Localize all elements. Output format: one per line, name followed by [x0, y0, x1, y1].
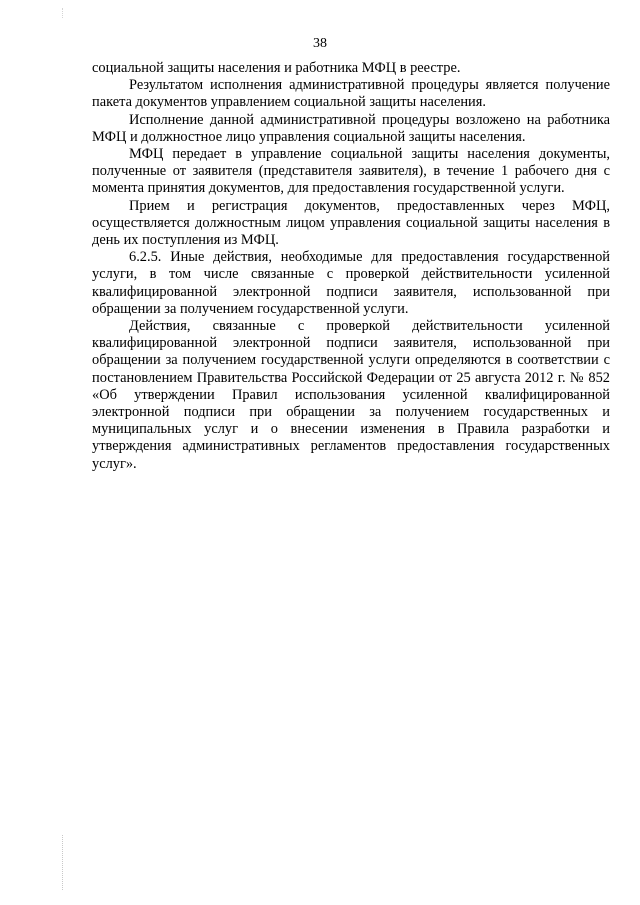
- paragraph-signature-verification: Действия, связанные с проверкой действительности усиленной квалифицированной электронной подписи заявителя, использованной при обращении за получением государственной услуги определяются в соответствии с постановлением Правительства Российской Федерации от 25 августа 2012 г. № 852 «Об утверждении Правил использования усиленной квалифицированной электронной подписи при обращении за получением государственных и муниципальных услуг и о внесении изменения в Правила разработки и утверждения административных регламентов предоставления государственных услуг».: [92, 318, 610, 472]
- scan-artifact-top: [62, 8, 75, 18]
- scan-artifact-bottom: [62, 835, 75, 890]
- paragraph-registration: Прием и регистрация документов, предоставленных через МФЦ, осуществляется должностным лицом управления социальной защиты населения в день их поступления из МФЦ.: [92, 197, 610, 249]
- document-body: [92, 60, 610, 473]
- paragraph-result: Результатом исполнения административной процедуры является получение пакета документов управлением социальной защиты населения.: [92, 77, 610, 111]
- paragraph-responsibility: Исполнение данной административной процедуры возложено на работника МФЦ и должностное лицо управления социальной защиты населения.: [92, 111, 610, 145]
- page-number: 38: [313, 36, 327, 51]
- paragraph-mfc-transfer: МФЦ передает в управление социальной защиты населения документы, полученные от заявителя (представителя заявителя), в течение 1 рабочего дня с момента принятия документов, для предоставления государственной услуги.: [92, 146, 610, 197]
- paragraph-continuation: социальной защиты населения и работника МФЦ в реестре.: [92, 60, 461, 76]
- paragraph-section-6-2-5: 6.2.5. Иные действия, необходимые для предоставления государственной услуги, в том числе связанные с проверкой действительности усиленной квалифицированной электронной подписи заявителя, использованной при обращении за получением государственной услуги.: [92, 249, 610, 317]
